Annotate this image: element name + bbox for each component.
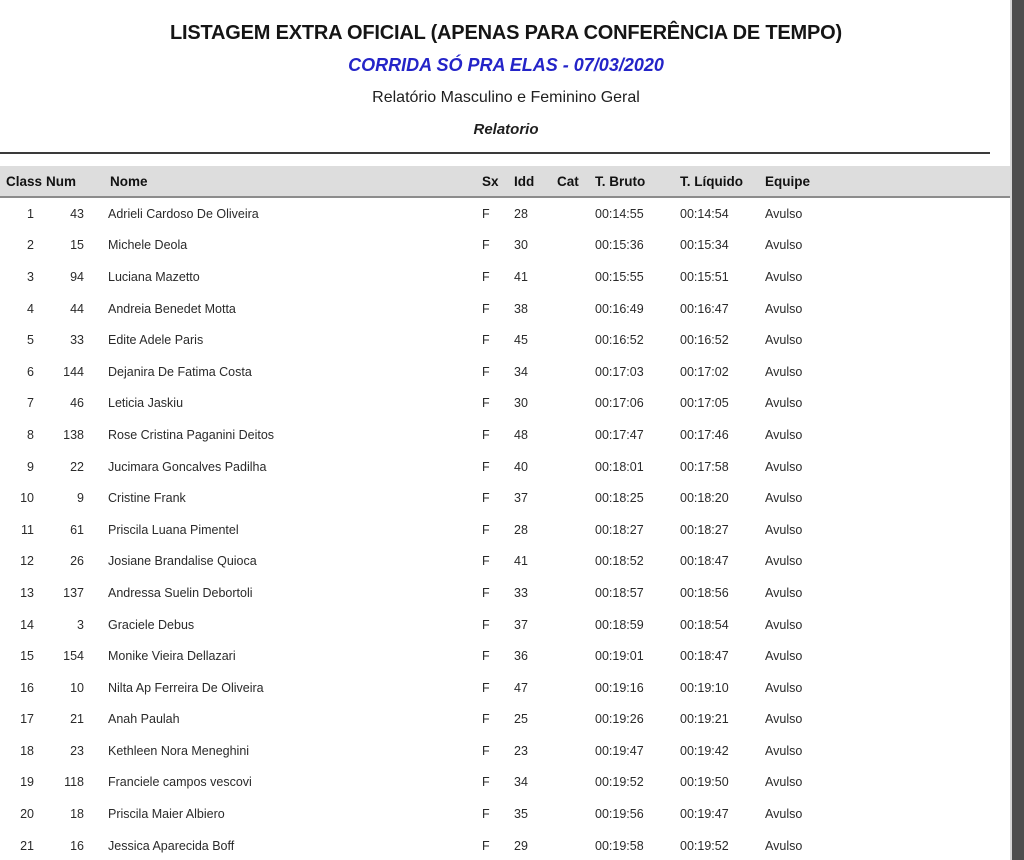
table-row[interactable] [0, 767, 1012, 799]
cell-equipe: Avulso [765, 680, 803, 695]
cell-tempo-liquido: 00:19:50 [680, 775, 729, 790]
cell-num: 18 [70, 807, 84, 822]
cell-sx: F [482, 301, 490, 316]
cell-tempo-bruto: 00:19:01 [595, 649, 644, 664]
table-row[interactable] [0, 546, 1012, 578]
cell-equipe: Avulso [765, 238, 803, 253]
cell-cat [557, 451, 595, 483]
cell-sx: F [482, 585, 490, 600]
cell-tempo-bruto: 00:15:36 [595, 238, 644, 253]
cell-class: 17 [20, 712, 34, 727]
cell-cat [557, 514, 595, 546]
cell-num: 22 [70, 459, 84, 474]
cell-sx: F [482, 238, 490, 253]
cell-num: 10 [70, 680, 84, 695]
cell-tempo-bruto: 00:19:47 [595, 743, 644, 758]
cell-tempo-bruto: 00:17:03 [595, 364, 644, 379]
cell-tempo-bruto: 00:16:49 [595, 301, 644, 316]
cell-tempo-bruto: 00:18:01 [595, 459, 644, 474]
cell-class: 1 [27, 206, 34, 221]
cell-sx: F [482, 807, 490, 822]
column-header-cat[interactable]: Cat [557, 166, 595, 197]
cell-class: 3 [27, 269, 34, 284]
cell-nome: Andreia Benedet Motta [108, 301, 236, 316]
cell-tempo-liquido: 00:17:46 [680, 427, 729, 442]
cell-cat [557, 830, 595, 860]
cell-tempo-liquido: 00:19:42 [680, 743, 729, 758]
cell-class: 5 [27, 333, 34, 348]
cell-class: 10 [20, 491, 34, 506]
cell-nome: Rose Cristina Paganini Deitos [108, 427, 275, 442]
cell-tempo-bruto: 00:17:06 [595, 396, 644, 411]
table-row[interactable] [0, 356, 1012, 388]
cell-equipe: Avulso [765, 554, 803, 569]
cell-idd: 35 [514, 807, 528, 822]
cell-sx: F [482, 491, 490, 506]
cell-sx: F [482, 838, 490, 853]
cell-tempo-liquido: 00:19:10 [680, 680, 729, 695]
cell-num: 21 [70, 712, 84, 727]
cell-tempo-bruto: 00:19:16 [595, 680, 644, 695]
cell-tempo-liquido: 00:17:02 [680, 364, 729, 379]
table-row[interactable] [0, 451, 1012, 483]
cell-idd: 23 [514, 743, 528, 758]
cell-tempo-liquido: 00:18:27 [680, 522, 729, 537]
cell-equipe: Avulso [765, 301, 803, 316]
cell-equipe: Avulso [765, 522, 803, 537]
cell-class: 14 [20, 617, 34, 632]
cell-equipe: Avulso [765, 838, 803, 853]
cell-sx: F [482, 364, 490, 379]
cell-class: 20 [20, 807, 34, 822]
cell-num: 44 [70, 301, 84, 316]
cell-cat [557, 419, 595, 451]
cell-cat [557, 767, 595, 799]
table-row[interactable] [0, 197, 1012, 230]
cell-sx: F [482, 649, 490, 664]
cell-equipe: Avulso [765, 206, 803, 221]
results-table [0, 166, 1012, 860]
cell-idd: 28 [514, 522, 528, 537]
header-divider [0, 152, 990, 154]
cell-class: 12 [20, 554, 34, 569]
cell-num: 43 [70, 206, 84, 221]
cell-tempo-liquido: 00:17:58 [680, 459, 729, 474]
report-subtitle: Relatório Masculino e Feminino Geral [372, 89, 640, 106]
cell-nome: Michele Deola [108, 238, 188, 253]
cell-class: 18 [20, 743, 34, 758]
cell-equipe: Avulso [765, 585, 803, 600]
cell-class: 21 [20, 838, 34, 853]
cell-tempo-bruto: 00:18:25 [595, 491, 644, 506]
cell-idd: 47 [514, 680, 528, 695]
cell-tempo-liquido: 00:18:56 [680, 585, 729, 600]
cell-idd: 38 [514, 301, 528, 316]
cell-equipe: Avulso [765, 807, 803, 822]
cell-tempo-liquido: 00:17:05 [680, 396, 729, 411]
cell-idd: 29 [514, 838, 528, 853]
cell-num: 118 [64, 775, 84, 790]
cell-nome: Monike Vieira Dellazari [108, 649, 236, 664]
cell-tempo-bruto: 00:15:55 [595, 269, 644, 284]
cell-equipe: Avulso [765, 333, 803, 348]
cell-nome: Dejanira De Fatima Costa [108, 364, 252, 379]
column-header-nome[interactable]: Nome [96, 166, 482, 197]
cell-num: 23 [70, 743, 84, 758]
cell-tempo-bruto: 00:18:57 [595, 585, 644, 600]
document-header [0, 0, 1012, 141]
table-row[interactable] [0, 388, 1012, 420]
cell-tempo-bruto: 00:19:26 [595, 712, 644, 727]
column-header-tempo-bruto[interactable]: T. Bruto [595, 166, 680, 197]
table-row[interactable] [0, 704, 1012, 736]
window-edge-band [1012, 0, 1024, 860]
cell-cat [557, 798, 595, 830]
table-row[interactable] [0, 672, 1012, 704]
cell-idd: 34 [514, 775, 528, 790]
table-row[interactable] [0, 293, 1012, 325]
table-row[interactable] [0, 577, 1012, 609]
cell-sx: F [482, 459, 490, 474]
cell-num: 46 [70, 396, 84, 411]
cell-sx: F [482, 712, 490, 727]
cell-nome: Kethleen Nora Meneghini [108, 743, 250, 758]
cell-tempo-liquido: 00:18:20 [680, 491, 729, 506]
cell-nome: Anah Paulah [108, 712, 180, 727]
cell-class: 8 [27, 427, 34, 442]
cell-idd: 30 [514, 238, 528, 253]
cell-nome: Cristine Frank [108, 491, 186, 506]
cell-idd: 37 [514, 491, 528, 506]
column-header-tempo-liquido[interactable]: T. Líquido [680, 166, 765, 197]
cell-sx: F [482, 269, 490, 284]
cell-tempo-liquido: 00:18:47 [680, 554, 729, 569]
cell-equipe: Avulso [765, 396, 803, 411]
table-body [0, 197, 1012, 860]
report-kind-label: Relatorio [473, 121, 539, 138]
cell-tempo-liquido: 00:15:51 [680, 269, 729, 284]
cell-nome: Franciele campos vescovi [108, 775, 252, 790]
column-header-equipe[interactable]: Equipe [765, 166, 1012, 197]
cell-tempo-bruto: 00:17:47 [595, 427, 644, 442]
cell-idd: 37 [514, 617, 528, 632]
cell-sx: F [482, 522, 490, 537]
table-row[interactable] [0, 609, 1012, 641]
cell-sx: F [482, 743, 490, 758]
cell-cat [557, 735, 595, 767]
cell-nome: Jucimara Goncalves Padilha [108, 459, 267, 474]
cell-class: 6 [27, 364, 34, 379]
cell-num: 154 [63, 649, 84, 664]
cell-cat [557, 546, 595, 578]
cell-sx: F [482, 680, 490, 695]
cell-num: 15 [70, 238, 84, 253]
table-row[interactable] [0, 230, 1012, 262]
cell-tempo-bruto: 00:18:27 [595, 522, 644, 537]
cell-tempo-bruto: 00:18:59 [595, 617, 644, 632]
table-row[interactable] [0, 482, 1012, 514]
cell-equipe: Avulso [765, 712, 803, 727]
cell-num: 33 [70, 333, 84, 348]
cell-nome: Andressa Suelin Debortoli [108, 585, 253, 600]
cell-nome: Edite Adele Paris [108, 333, 204, 348]
cell-tempo-liquido: 00:15:34 [680, 238, 729, 253]
cell-cat [557, 261, 595, 293]
cell-idd: 28 [514, 206, 528, 221]
cell-tempo-bruto: 00:19:56 [595, 807, 644, 822]
cell-sx: F [482, 396, 490, 411]
cell-num: 3 [77, 617, 84, 632]
cell-nome: Adrieli Cardoso De Oliveira [108, 206, 259, 221]
cell-idd: 48 [514, 427, 528, 442]
cell-num: 94 [70, 269, 84, 284]
cell-cat [557, 640, 595, 672]
table-row[interactable] [0, 261, 1012, 293]
cell-cat [557, 704, 595, 736]
cell-nome: Priscila Luana Pimentel [108, 522, 239, 537]
cell-sx: F [482, 333, 490, 348]
cell-sx: F [482, 617, 490, 632]
table-row[interactable] [0, 324, 1012, 356]
cell-cat [557, 324, 595, 356]
cell-tempo-bruto: 00:18:52 [595, 554, 644, 569]
column-header-class[interactable]: Class [0, 166, 46, 197]
table-row[interactable] [0, 514, 1012, 546]
cell-nome: Josiane Brandalise Quioca [108, 554, 257, 569]
cell-tempo-liquido: 00:19:21 [680, 712, 729, 727]
cell-equipe: Avulso [765, 649, 803, 664]
cell-class: 2 [27, 238, 34, 253]
cell-idd: 33 [514, 585, 528, 600]
cell-class: 16 [20, 680, 34, 695]
cell-nome: Leticia Jaskiu [108, 396, 184, 411]
cell-tempo-bruto: 00:16:52 [595, 333, 644, 348]
column-header-idd[interactable]: Idd [514, 166, 557, 197]
cell-class: 4 [27, 301, 34, 316]
cell-sx: F [482, 206, 490, 221]
table-header-row [0, 166, 1012, 197]
cell-nome: Priscila Maier Albiero [108, 807, 225, 822]
cell-num: 26 [70, 554, 84, 569]
cell-cat [557, 609, 595, 641]
cell-nome: Nilta Ap Ferreira De Oliveira [108, 680, 264, 695]
cell-equipe: Avulso [765, 269, 803, 284]
cell-nome: Jessica Aparecida Boff [108, 838, 235, 853]
cell-class: 15 [20, 649, 34, 664]
cell-equipe: Avulso [765, 775, 803, 790]
event-title: CORRIDA SÓ PRA ELAS - 07/03/2020 [348, 55, 664, 75]
cell-class: 11 [21, 522, 34, 537]
page-title: LISTAGEM EXTRA OFICIAL (APENAS PARA CONFERÊNCIA DE TEMPO) [170, 22, 842, 44]
cell-tempo-liquido: 00:16:47 [680, 301, 729, 316]
cell-idd: 45 [514, 333, 528, 348]
cell-idd: 41 [514, 554, 528, 569]
cell-num: 61 [70, 522, 84, 537]
cell-cat [557, 293, 595, 325]
cell-idd: 30 [514, 396, 528, 411]
cell-idd: 34 [514, 364, 528, 379]
cell-num: 144 [63, 364, 84, 379]
cell-equipe: Avulso [765, 364, 803, 379]
table-header [0, 166, 1012, 197]
column-header-sx[interactable]: Sx [482, 166, 514, 197]
cell-num: 138 [63, 427, 84, 442]
cell-nome: Graciele Debus [108, 617, 195, 632]
cell-equipe: Avulso [765, 743, 803, 758]
cell-idd: 36 [514, 649, 528, 664]
cell-tempo-bruto: 00:14:55 [595, 206, 644, 221]
cell-num: 9 [77, 491, 84, 506]
cell-class: 19 [20, 775, 34, 790]
cell-class: 9 [27, 459, 34, 474]
cell-class: 13 [20, 585, 34, 600]
table-row[interactable] [0, 640, 1012, 672]
cell-cat [557, 230, 595, 262]
cell-tempo-liquido: 00:19:52 [680, 838, 729, 853]
cell-tempo-liquido: 00:14:54 [680, 206, 729, 221]
cell-idd: 40 [514, 459, 528, 474]
table-row[interactable] [0, 419, 1012, 451]
table-row[interactable] [0, 830, 1012, 860]
cell-sx: F [482, 427, 490, 442]
cell-cat [557, 388, 595, 420]
cell-tempo-liquido: 00:18:54 [680, 617, 729, 632]
cell-equipe: Avulso [765, 617, 803, 632]
cell-num: 137 [63, 585, 84, 600]
cell-tempo-liquido: 00:18:47 [680, 649, 729, 664]
cell-cat [557, 577, 595, 609]
cell-cat [557, 482, 595, 514]
column-header-num[interactable]: Num [46, 166, 96, 197]
cell-cat [557, 197, 595, 230]
cell-cat [557, 356, 595, 388]
cell-cat [557, 672, 595, 704]
cell-equipe: Avulso [765, 491, 803, 506]
cell-nome: Luciana Mazetto [108, 269, 200, 284]
cell-equipe: Avulso [765, 459, 803, 474]
cell-sx: F [482, 554, 490, 569]
cell-idd: 41 [514, 269, 528, 284]
cell-tempo-liquido: 00:19:47 [680, 807, 729, 822]
table-row[interactable] [0, 735, 1012, 767]
cell-class: 7 [27, 396, 34, 411]
cell-num: 16 [70, 838, 84, 853]
table-row[interactable] [0, 798, 1012, 830]
cell-equipe: Avulso [765, 427, 803, 442]
cell-tempo-liquido: 00:16:52 [680, 333, 729, 348]
cell-sx: F [482, 775, 490, 790]
cell-tempo-bruto: 00:19:58 [595, 838, 644, 853]
cell-idd: 25 [514, 712, 528, 727]
cell-tempo-bruto: 00:19:52 [595, 775, 644, 790]
